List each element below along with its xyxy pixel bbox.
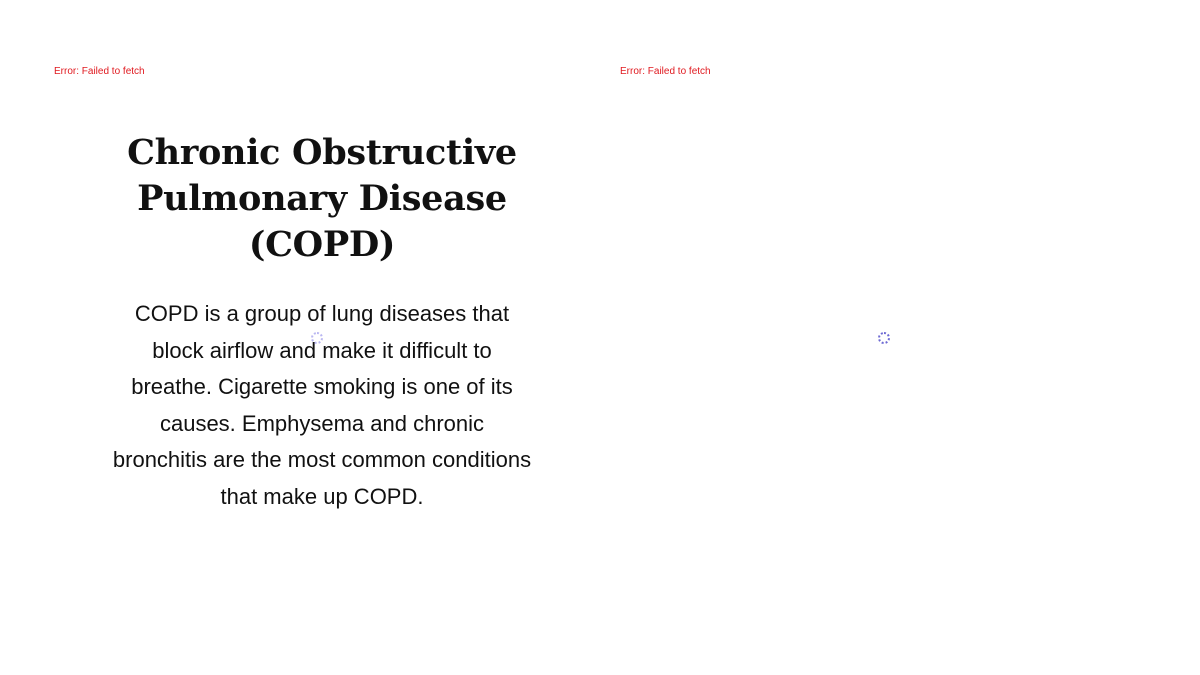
error-message: Error: Failed to fetch bbox=[620, 66, 711, 77]
description-text: COPD is a group of lung diseases that block airflow and make it difficult to breathe. Cigarette smoking is one of its causes. Emphysema and chronic bronchitis are the most common conditions that make up COPD. bbox=[112, 301, 532, 509]
error-message: Error: Failed to fetch bbox=[54, 66, 145, 77]
loading-spinner-icon bbox=[311, 332, 323, 344]
loading-spinner-icon bbox=[878, 332, 890, 344]
page-title: Chronic Obstructive Pulmonary Disease (COPD) bbox=[127, 132, 517, 265]
left-panel bbox=[0, 0, 566, 675]
right-panel bbox=[566, 0, 1132, 675]
